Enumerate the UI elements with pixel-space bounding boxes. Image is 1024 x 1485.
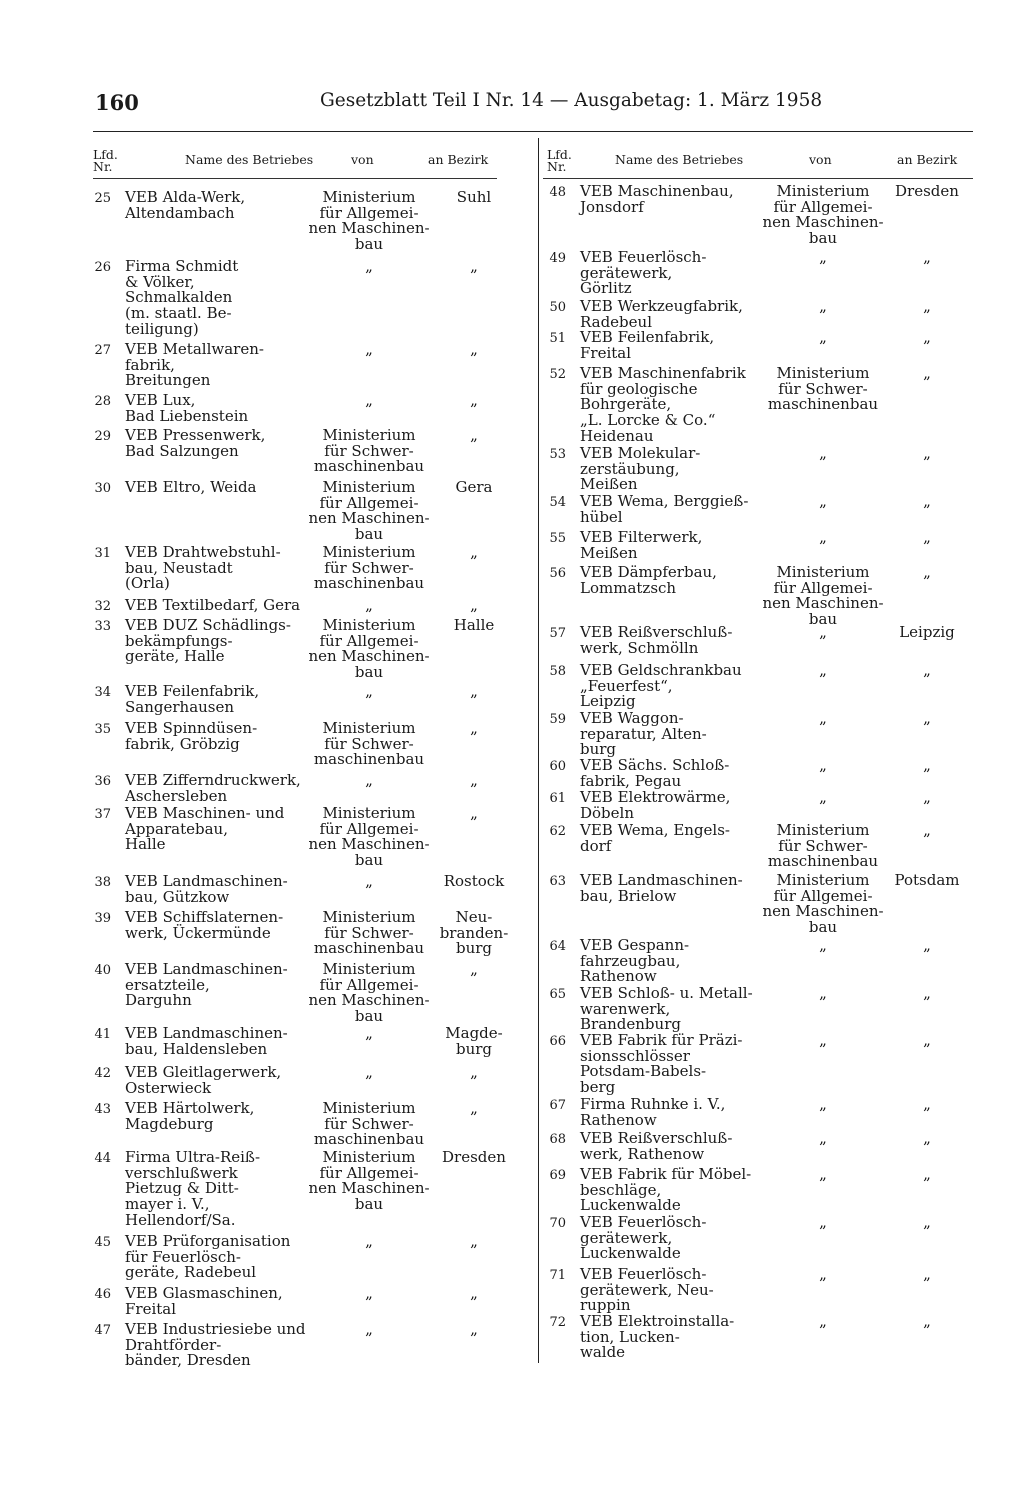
row-number: 64 bbox=[549, 939, 566, 954]
company-name: VEB Schiffslaternen- werk, Ückermünde bbox=[125, 908, 284, 942]
row-number: 59 bbox=[549, 712, 566, 727]
from-ministry: „ bbox=[365, 1284, 373, 1302]
company-name: VEB Elektroinstalla- tion, Lucken- walde bbox=[580, 1312, 735, 1362]
company-name: VEB Feuerlösch- gerätewerk, Luckenwalde bbox=[580, 1213, 707, 1263]
to-district: „ bbox=[923, 821, 931, 839]
to-district: „ bbox=[923, 364, 931, 382]
company-name: VEB Lux, Bad Liebenstein bbox=[125, 391, 249, 425]
table-header bbox=[93, 138, 497, 179]
company-name: VEB Fabrik für Möbel- beschläge, Luckenwalde bbox=[580, 1165, 752, 1215]
row-number: 41 bbox=[94, 1027, 111, 1042]
from-ministry: „ bbox=[819, 936, 827, 954]
from-ministry: „ bbox=[365, 682, 373, 700]
company-name: VEB Gespann- fahrzeugbau, Rathenow bbox=[580, 936, 690, 986]
row-number: 65 bbox=[549, 987, 566, 1002]
to-district: „ bbox=[470, 960, 478, 978]
row-number: 50 bbox=[549, 300, 566, 315]
header-lfd-nr: Lfd. Nr. bbox=[93, 147, 118, 174]
to-district: „ bbox=[470, 1320, 478, 1338]
to-district: „ bbox=[923, 661, 931, 679]
row-number: 56 bbox=[549, 566, 566, 581]
company-name: VEB Drahtwebstuhl- bau, Neustadt (Orla) bbox=[125, 543, 281, 593]
company-name: VEB Reißverschluß- werk, Schmölln bbox=[580, 623, 733, 657]
to-district: „ bbox=[470, 340, 478, 358]
from-ministry: „ bbox=[819, 528, 827, 546]
row-number: 68 bbox=[549, 1132, 566, 1147]
row-number: 48 bbox=[549, 185, 566, 200]
to-district: „ bbox=[923, 297, 931, 315]
row-number: 61 bbox=[549, 791, 566, 806]
from-ministry: „ bbox=[819, 1312, 827, 1330]
from-ministry: „ bbox=[819, 1031, 827, 1049]
company-name: VEB Landmaschinen- bau, Haldensleben bbox=[125, 1024, 288, 1058]
row-number: 34 bbox=[94, 685, 111, 700]
to-district: „ bbox=[923, 248, 931, 266]
right-table bbox=[543, 138, 973, 1362]
row-number: 60 bbox=[549, 759, 566, 774]
company-name: VEB Metallwaren- fabrik, Breitungen bbox=[125, 340, 264, 390]
from-ministry: „ bbox=[819, 444, 827, 462]
row-number: 25 bbox=[94, 191, 111, 206]
to-district: „ bbox=[923, 1265, 931, 1283]
row-number: 37 bbox=[94, 807, 111, 822]
row-number: 29 bbox=[94, 429, 111, 444]
company-name: VEB Wema, Berggieß- hübel bbox=[580, 492, 749, 526]
from-ministry: „ bbox=[819, 1095, 827, 1113]
from-ministry: Ministerium für Schwer- maschinenbau bbox=[767, 821, 879, 871]
from-ministry: Ministerium für Schwer- maschinenbau bbox=[313, 543, 425, 593]
row-number: 36 bbox=[94, 774, 111, 789]
company-name: VEB Gleitlagerwerk, Osterwieck bbox=[125, 1063, 282, 1097]
from-ministry: „ bbox=[819, 709, 827, 727]
row-number: 51 bbox=[549, 331, 566, 346]
to-district: „ bbox=[923, 756, 931, 774]
company-name: VEB Elektrowärme, Döbeln bbox=[580, 788, 731, 822]
header-name: Name des Betriebes bbox=[615, 152, 744, 167]
company-name: VEB Feuerlösch- gerätewerk, Görlitz bbox=[580, 248, 707, 298]
to-district: „ bbox=[923, 492, 931, 510]
company-name: VEB Fabrik für Präzi- sionsschlösser Potsdam-Babels- berg bbox=[580, 1031, 743, 1097]
column-divider bbox=[538, 138, 539, 1363]
to-district: Gera bbox=[455, 478, 493, 496]
row-number: 40 bbox=[94, 963, 111, 978]
row-number: 63 bbox=[549, 874, 566, 889]
from-ministry: „ bbox=[365, 1320, 373, 1338]
row-number: 31 bbox=[94, 546, 111, 561]
from-ministry: „ bbox=[365, 1024, 373, 1042]
from-ministry: „ bbox=[365, 340, 373, 358]
to-district: „ bbox=[470, 257, 478, 275]
from-ministry: „ bbox=[365, 257, 373, 275]
row-number: 62 bbox=[549, 824, 566, 839]
to-district: Magde- burg bbox=[445, 1024, 503, 1058]
company-name: VEB Eltro, Weida bbox=[125, 478, 257, 496]
row-number: 46 bbox=[94, 1287, 111, 1302]
to-district: „ bbox=[470, 719, 478, 737]
company-name: VEB Landmaschinen- ersatzteile, Darguhn bbox=[125, 960, 288, 1010]
company-name: VEB Industriesiebe und Drahtförder- bänder, Dresden bbox=[125, 1320, 306, 1370]
from-ministry: „ bbox=[819, 1213, 827, 1231]
to-district: „ bbox=[923, 1213, 931, 1231]
company-name: VEB Feilenfabrik, Freital bbox=[580, 328, 715, 362]
from-ministry: „ bbox=[819, 328, 827, 346]
from-ministry: „ bbox=[365, 872, 373, 890]
to-district: „ bbox=[923, 788, 931, 806]
company-name: VEB Dämpferbau, Lommatzsch bbox=[580, 563, 717, 597]
to-district: „ bbox=[923, 936, 931, 954]
row-number: 57 bbox=[549, 626, 566, 641]
to-district: „ bbox=[923, 984, 931, 1002]
header-rule bbox=[93, 131, 973, 132]
company-name: VEB Feilenfabrik, Sangerhausen bbox=[125, 682, 260, 716]
to-district: „ bbox=[470, 1099, 478, 1117]
company-name: Firma Ultra-Reiß- verschlußwerk Pietzug & Ditt- mayer i. V., Hellendorf/Sa. bbox=[125, 1148, 261, 1229]
from-ministry: „ bbox=[365, 1232, 373, 1250]
header-von: von bbox=[809, 152, 832, 167]
row-number: 35 bbox=[94, 722, 111, 737]
from-ministry: Ministerium für Allgemei- nen Maschinen- bau bbox=[308, 804, 430, 870]
company-name: VEB Landmaschinen- bau, Gützkow bbox=[125, 872, 288, 906]
from-ministry: „ bbox=[819, 1129, 827, 1147]
from-ministry: Ministerium für Schwer- maschinenbau bbox=[313, 1099, 425, 1149]
to-district: Rostock bbox=[443, 872, 505, 890]
header-lfd-nr: Lfd. Nr. bbox=[547, 147, 572, 174]
row-number: 55 bbox=[549, 531, 566, 546]
to-district: Neu- branden- burg bbox=[439, 908, 509, 958]
page-number: 160 bbox=[95, 90, 139, 115]
from-ministry: Ministerium für Schwer- maschinenbau bbox=[767, 364, 879, 414]
row-number: 54 bbox=[549, 495, 566, 510]
to-district: „ bbox=[923, 328, 931, 346]
row-number: 30 bbox=[94, 481, 111, 496]
to-district: Dresden bbox=[895, 182, 959, 200]
company-name: VEB Schloß- u. Metall- warenwerk, Brandenburg bbox=[580, 984, 753, 1034]
from-ministry: „ bbox=[819, 492, 827, 510]
company-name: VEB Maschinen- und Apparatebau, Halle bbox=[125, 804, 285, 854]
company-name: VEB Prüforganisation für Feuerlösch- geräte, Radebeul bbox=[125, 1232, 291, 1282]
row-number: 53 bbox=[549, 447, 566, 462]
from-ministry: Ministerium für Allgemei- nen Maschinen- bau bbox=[308, 960, 430, 1026]
company-name: VEB Textilbedarf, Gera bbox=[125, 596, 301, 614]
company-name: VEB Feuerlösch- gerätewerk, Neu- ruppin bbox=[580, 1265, 714, 1315]
company-name: VEB Spinndüsen- fabrik, Gröbzig bbox=[125, 719, 258, 753]
from-ministry: Ministerium für Schwer- maschinenbau bbox=[313, 719, 425, 769]
company-name: VEB Werkzeugfabrik, Radebeul bbox=[580, 297, 743, 331]
to-district: Suhl bbox=[456, 188, 492, 206]
header-bezirk: an Bezirk bbox=[897, 152, 958, 167]
from-ministry: Ministerium für Allgemei- nen Maschinen- bau bbox=[308, 616, 430, 682]
to-district: „ bbox=[923, 444, 931, 462]
to-district: „ bbox=[470, 426, 478, 444]
from-ministry: Ministerium für Schwer- maschinenbau bbox=[313, 908, 425, 958]
company-name: VEB DUZ Schädlings- bekämpfungs- geräte, Halle bbox=[125, 616, 291, 666]
from-ministry: „ bbox=[819, 623, 827, 641]
from-ministry: Ministerium für Allgemei- nen Maschinen- bau bbox=[308, 1148, 430, 1214]
to-district: „ bbox=[923, 1129, 931, 1147]
row-number: 71 bbox=[549, 1268, 566, 1283]
to-district: „ bbox=[923, 1031, 931, 1049]
row-number: 72 bbox=[549, 1315, 566, 1330]
company-name: VEB Pressenwerk, Bad Salzungen bbox=[125, 426, 266, 460]
company-name: Firma Schmidt & Völker, Schmalkalden (m. staatl. Be- teiligung) bbox=[125, 257, 239, 338]
from-ministry: Ministerium für Schwer- maschinenbau bbox=[313, 426, 425, 476]
row-number: 67 bbox=[549, 1098, 566, 1113]
table-header bbox=[543, 138, 973, 179]
company-name: VEB Maschinenfabrik für geologische Bohrgeräte, „L. Lorcke & Co.“ Heidenau bbox=[580, 364, 746, 445]
row-number: 49 bbox=[549, 251, 566, 266]
from-ministry: „ bbox=[365, 1063, 373, 1081]
company-name: VEB Wema, Engels- dorf bbox=[580, 821, 730, 855]
row-number: 58 bbox=[549, 664, 566, 679]
to-district: Dresden bbox=[442, 1148, 506, 1166]
row-number: 32 bbox=[94, 599, 111, 614]
to-district: „ bbox=[470, 771, 478, 789]
from-ministry: „ bbox=[819, 1165, 827, 1183]
company-name: VEB Waggon- reparatur, Alten- burg bbox=[580, 709, 707, 759]
row-number: 43 bbox=[94, 1102, 111, 1117]
row-number: 33 bbox=[94, 619, 111, 634]
from-ministry: „ bbox=[819, 297, 827, 315]
row-number: 42 bbox=[94, 1066, 111, 1081]
to-district: „ bbox=[470, 596, 478, 614]
row-number: 39 bbox=[94, 911, 111, 926]
to-district: „ bbox=[923, 528, 931, 546]
from-ministry: Ministerium für Allgemei- nen Maschinen- bau bbox=[308, 188, 430, 254]
to-district: „ bbox=[470, 1284, 478, 1302]
company-name: VEB Geldschrankbau „Feuerfest“, Leipzig bbox=[580, 661, 742, 711]
to-district: „ bbox=[470, 804, 478, 822]
to-district: „ bbox=[470, 1063, 478, 1081]
from-ministry: Ministerium für Allgemei- nen Maschinen- bau bbox=[762, 871, 884, 937]
company-name: VEB Landmaschinen- bau, Brielow bbox=[580, 871, 743, 905]
to-district: „ bbox=[923, 1312, 931, 1330]
row-number: 70 bbox=[549, 1216, 566, 1231]
to-district: „ bbox=[923, 563, 931, 581]
row-number: 38 bbox=[94, 875, 111, 890]
row-number: 44 bbox=[94, 1151, 111, 1166]
row-number: 26 bbox=[94, 260, 111, 275]
to-district: „ bbox=[923, 1165, 931, 1183]
from-ministry: „ bbox=[365, 391, 373, 409]
row-number: 52 bbox=[549, 367, 566, 382]
from-ministry: „ bbox=[365, 596, 373, 614]
row-number: 47 bbox=[94, 1323, 111, 1338]
row-number: 69 bbox=[549, 1168, 566, 1183]
company-name: VEB Alda-Werk, Altendambach bbox=[125, 188, 246, 222]
from-ministry: „ bbox=[819, 661, 827, 679]
page-title: Gesetzblatt Teil I Nr. 14 — Ausgabetag: 1. März 1958 bbox=[320, 90, 823, 111]
from-ministry: Ministerium für Allgemei- nen Maschinen- bau bbox=[308, 478, 430, 544]
company-name: VEB Zifferndruckwerk, Aschersleben bbox=[125, 771, 301, 805]
from-ministry: „ bbox=[819, 788, 827, 806]
from-ministry: „ bbox=[819, 984, 827, 1002]
from-ministry: „ bbox=[819, 1265, 827, 1283]
to-district: „ bbox=[470, 391, 478, 409]
header-name: Name des Betriebes bbox=[185, 152, 314, 167]
row-number: 66 bbox=[549, 1034, 566, 1049]
page-header bbox=[95, 88, 975, 122]
from-ministry: Ministerium für Allgemei- nen Maschinen- bau bbox=[762, 563, 884, 629]
company-name: VEB Filterwerk, Meißen bbox=[580, 528, 703, 562]
row-number: 28 bbox=[94, 394, 111, 409]
to-district: „ bbox=[470, 682, 478, 700]
from-ministry: „ bbox=[819, 248, 827, 266]
company-name: VEB Sächs. Schloß- fabrik, Pegau bbox=[580, 756, 730, 790]
company-name: VEB Reißverschluß- werk, Rathenow bbox=[580, 1129, 733, 1163]
to-district: Leipzig bbox=[899, 623, 955, 641]
to-district: „ bbox=[470, 543, 478, 561]
header-bezirk: an Bezirk bbox=[428, 152, 489, 167]
from-ministry: „ bbox=[819, 756, 827, 774]
from-ministry: Ministerium für Allgemei- nen Maschinen- bau bbox=[762, 182, 884, 248]
to-district: „ bbox=[923, 709, 931, 727]
company-name: VEB Molekular- zerstäubung, Meißen bbox=[580, 444, 701, 494]
to-district: „ bbox=[470, 1232, 478, 1250]
to-district: „ bbox=[923, 1095, 931, 1113]
company-name: VEB Härtolwerk, Magdeburg bbox=[125, 1099, 255, 1133]
header-von: von bbox=[351, 152, 374, 167]
row-number: 27 bbox=[94, 343, 111, 358]
company-name: VEB Maschinenbau, Jonsdorf bbox=[580, 182, 734, 216]
to-district: Potsdam bbox=[894, 871, 960, 889]
company-name: Firma Ruhnke i. V., Rathenow bbox=[580, 1095, 726, 1129]
row-number: 45 bbox=[94, 1235, 111, 1250]
company-name: VEB Glasmaschinen, Freital bbox=[125, 1284, 283, 1318]
left-table bbox=[93, 138, 509, 1370]
from-ministry: „ bbox=[365, 771, 373, 789]
to-district: Halle bbox=[453, 616, 495, 634]
